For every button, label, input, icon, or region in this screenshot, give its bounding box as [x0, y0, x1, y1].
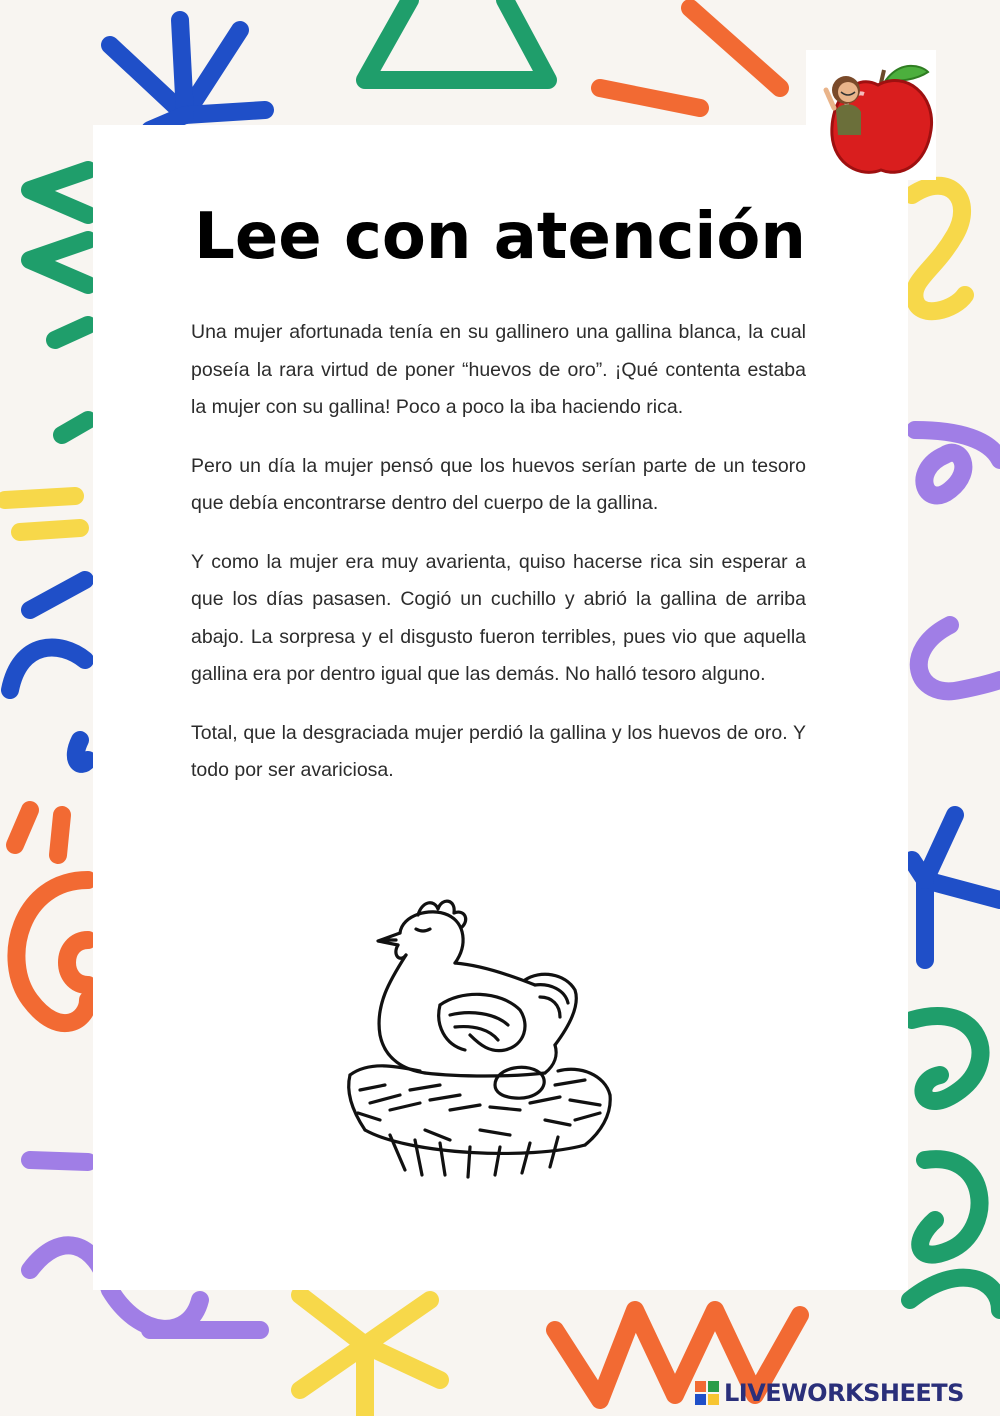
page-title: Lee con atención [194, 200, 806, 274]
green-triangle-shape [365, 0, 548, 80]
orange-dash-shape [600, 88, 700, 108]
purple-arc-shape [919, 625, 1000, 691]
liveworksheets-logo-icon [694, 1380, 720, 1406]
story-paragraph-3: Y como la mujer era muy avarienta, quiso hacerse rica sin esperar a que los días pasasen. Cogió un cuchillo y abrió la gallina de arriba abajo. La sorpresa y el disgusto fueron terribles, pues vio que aquella gallina era por dentro igual que las demás. No halló tesoro alguno. [191, 550, 806, 685]
purple-line-shape [30, 1160, 88, 1162]
blue-star-shape-right [912, 815, 1000, 960]
green-arc-shape [910, 1278, 1000, 1310]
orange-spiral-shape [16, 880, 88, 1023]
liveworksheets-logo [694, 1378, 964, 1408]
teacher-avatar-in-apple-icon [806, 50, 936, 180]
yellow-star-shape [300, 1295, 440, 1416]
purple-loop-shape [915, 430, 1000, 495]
yellow-dash-shape [5, 496, 75, 500]
blue-star-shape [110, 20, 265, 130]
yellow-dash-shape-2 [20, 528, 80, 532]
hen-on-nest-icon [330, 885, 630, 1185]
story-paragraph-2: Pero un día la mujer pensó que los huevos serían parte de un tesoro que debía encontrarse dentro del cuerpo de la gallina. [191, 454, 806, 514]
story-paragraph-4: Total, que la desgraciada mujer perdió la gallina y los huevos de oro. Y todo por ser avariciosa. [191, 721, 806, 781]
orange-dash-shape-2 [690, 8, 780, 88]
orange-tick-shape [15, 810, 62, 855]
watermark-text: LIVEWORKSHEETS [724, 1379, 964, 1407]
blue-wave-shape [10, 580, 88, 764]
story-paragraph-1: Una mujer afortunada tenía en su gallinero una gallina blanca, la cual poseía la rara virtud de poner “huevos de oro”. ¡Qué contenta estaba la mujer con su gallina! Poco a poco la iba haciendo rica. [191, 321, 806, 418]
green-spiral-shape [912, 1016, 980, 1255]
story-text [191, 314, 806, 811]
